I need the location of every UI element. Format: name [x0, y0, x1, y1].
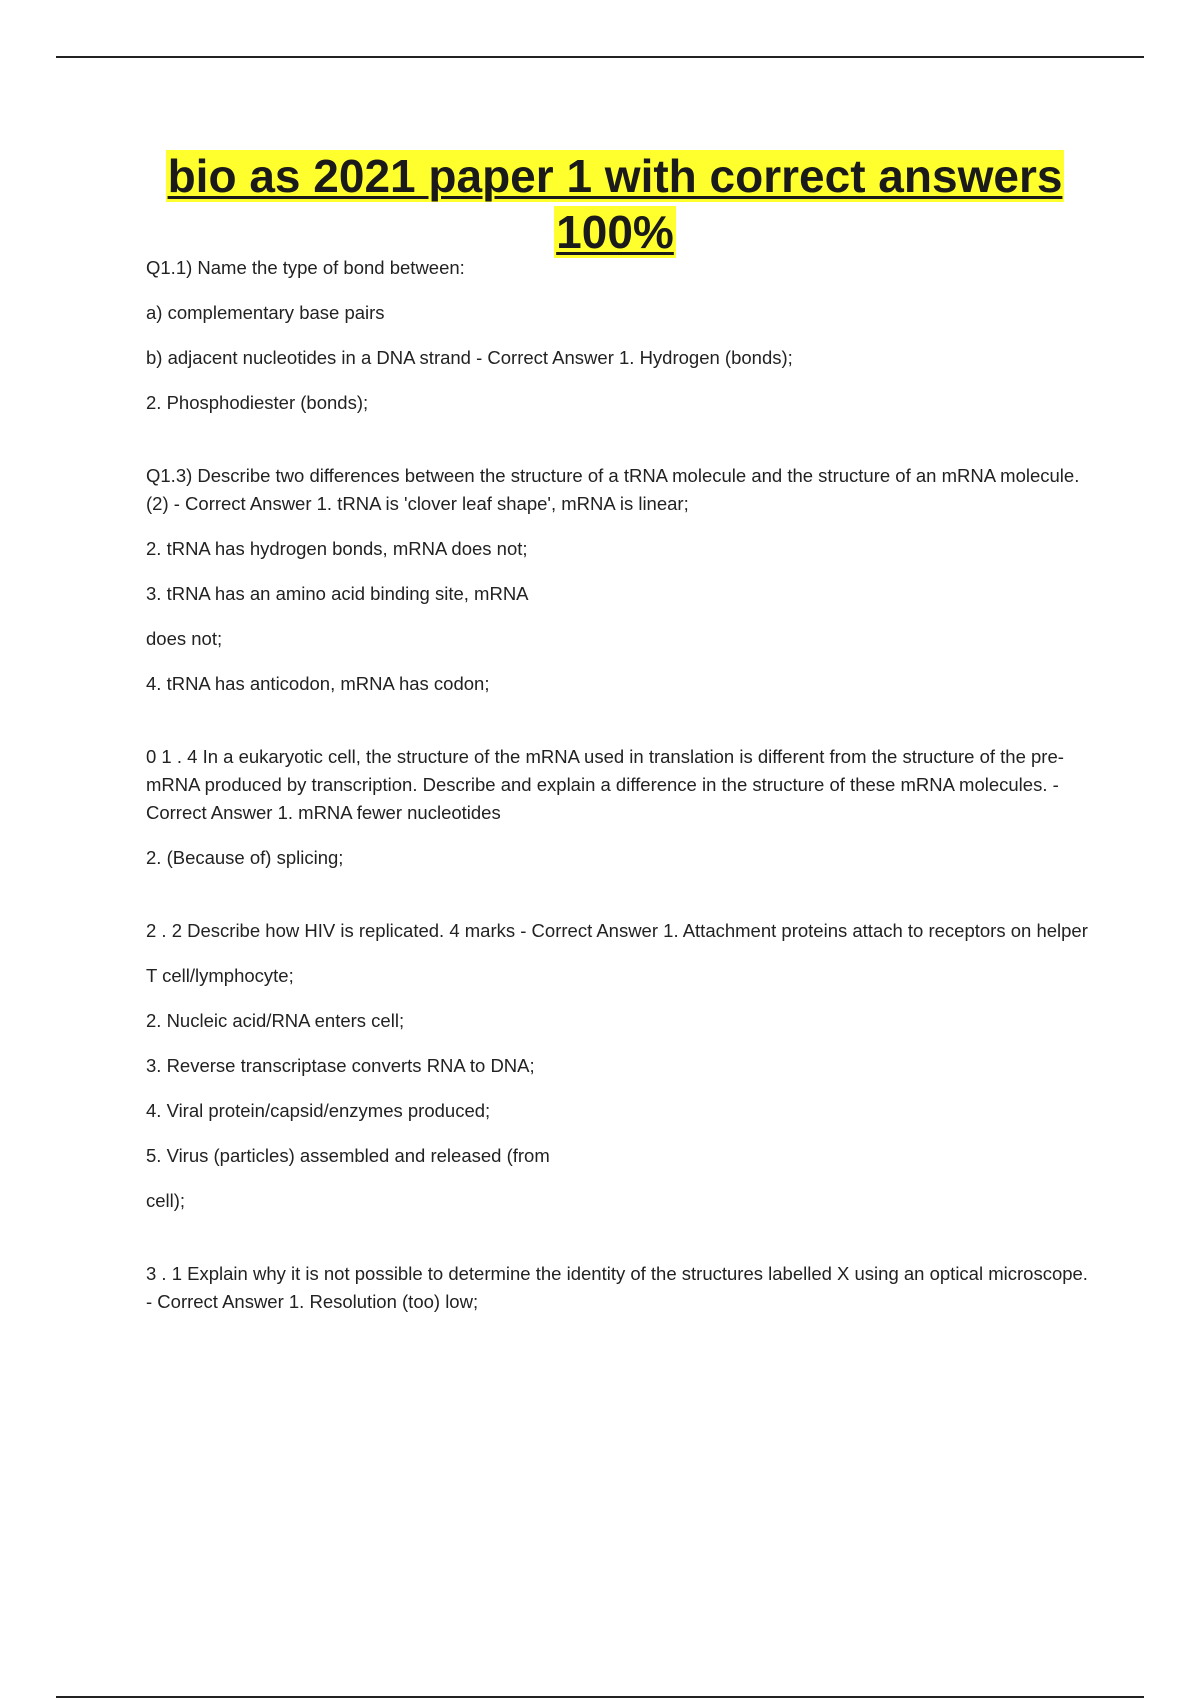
paragraph: cell); — [146, 1190, 186, 1211]
document-title — [140, 148, 1090, 260]
paragraph: 0 1 . 4 In a eukaryotic cell, the structure of the mRNA used in translation is different from the structure of the pre-mRNA produced by transcription. Describe and explain a difference in the structure of these mRNA molecules. - Correct Answer 1. mRNA fewer nucleotides — [146, 746, 1064, 823]
paragraph: 5. Virus (particles) assembled and released (from — [146, 1145, 550, 1166]
paragraph: T cell/lymphocyte; — [146, 965, 294, 986]
paragraph: 4. Viral protein/capsid/enzymes produced; — [146, 1100, 491, 1121]
paragraph: 3 . 1 Explain why it is not possible to determine the identity of the structures labelled X using an optical microscope. - Correct Answer 1. Resolution (too) low; — [146, 1263, 1088, 1312]
paragraph: 3. tRNA has an amino acid binding site, mRNA — [146, 583, 529, 604]
paragraph: does not; — [146, 628, 223, 649]
paragraph: 2. (Because of) splicing; — [146, 847, 344, 868]
paragraph: 3. Reverse transcriptase converts RNA to DNA; — [146, 1055, 535, 1076]
paragraph: Q1.3) Describe two differences between the structure of a tRNA molecule and the structure of an mRNA molecule. (2) - Correct Answer 1. tRNA is 'clover leaf shape', mRNA is linear; — [146, 465, 1080, 514]
paragraph: b) adjacent nucleotides in a DNA strand - Correct Answer 1. Hydrogen (bonds); — [146, 347, 793, 368]
paragraph: 4. tRNA has anticodon, mRNA has codon; — [146, 673, 490, 694]
paragraph: 2. Phosphodiester (bonds); — [146, 392, 369, 413]
paragraph: Q1.1) Name the type of bond between: — [146, 257, 465, 278]
document-title-text: bio as 2021 paper 1 with correct answers 100% — [167, 150, 1063, 258]
top-rule — [56, 56, 1144, 58]
paragraph: 2. tRNA has hydrogen bonds, mRNA does not; — [146, 538, 528, 559]
document-body — [146, 254, 1096, 1333]
paragraph: 2. Nucleic acid/RNA enters cell; — [146, 1010, 405, 1031]
paragraph: 2 . 2 Describe how HIV is replicated. 4 marks - Correct Answer 1. Attachment proteins attach to receptors on helper — [146, 920, 1088, 941]
bottom-rule — [56, 1696, 1144, 1698]
paragraph: a) complementary base pairs — [146, 302, 385, 323]
